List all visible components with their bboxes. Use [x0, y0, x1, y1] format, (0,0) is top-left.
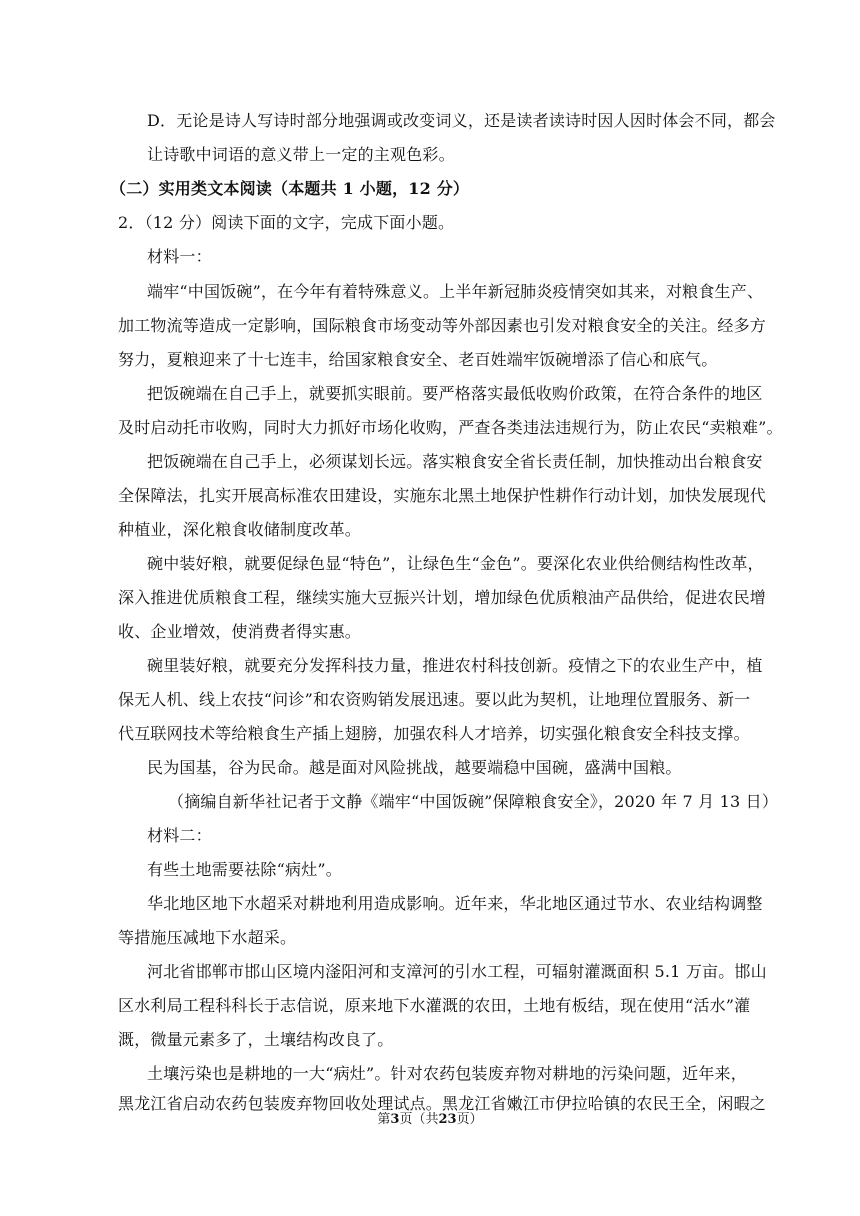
m2-paragraph-3-line-2: 区水利局工程科科长于志信说，原来地下水灌溉的农田，土地有板结，现在使用“活水”灌	[118, 996, 751, 1015]
material-2-label: 材料二：	[147, 826, 212, 845]
m2-paragraph-4-line-1: 土壤污染也是耕地的一大“病灶”。针对农药包装废弃物对耕地的污染问题，近年来，	[147, 1064, 747, 1083]
paragraph-3-line-1: 把饭碗端在自己手上，必须谋划长远。落实粮食安全省长责任制，加快推动出台粮食安	[147, 452, 763, 471]
paragraph-2-line-1: 把饭碗端在自己手上，就要抓实眼前。要严格落实最低收购价政策，在符合条件的地区	[147, 384, 763, 403]
paragraph-6: 民为国基，谷为民命。越是面对风险挑战，越要端稳中国碗，盛满中国粮。	[147, 758, 682, 777]
option-d-line-2: 让诗歌中词语的意义带上一定的主观色彩。	[147, 145, 455, 164]
paragraph-5-line-1: 碗里装好粮，就要充分发挥科技力量，推进农村科技创新。疫情之下的农业生产中，植	[147, 656, 763, 675]
footer-middle: 页（共	[399, 1112, 439, 1127]
option-d-line-1: D．无论是诗人写诗时部分地强调或改变词义，还是读者读诗时因人因时体会不同，都会	[147, 111, 776, 130]
paragraph-4-line-1: 碗中装好粮，就要促绿色显“特色”，让绿色生“金色”。要深化农业供给侧结构性改革，	[147, 554, 764, 573]
page-footer	[0, 1112, 860, 1128]
footer-prefix: 第	[377, 1112, 391, 1127]
material-1-label: 材料一：	[147, 247, 212, 266]
paragraph-5-line-3: 代互联网技术等给粮食生产插上翅膀，加强农科人才培养，切实强化粮食安全科技支撑。	[118, 724, 750, 743]
paragraph-2-line-2: 及时启动托市收购，同时大力抓好市场化收购，严查各类违法违规行为，防止农民“卖粮难”。	[118, 418, 783, 437]
m2-paragraph-4-line-2: 黑龙江省启动农药包装废弃物回收处理试点。黑龙江省嫩江市伊拉哈镇的农民王全，闲暇之	[118, 1094, 767, 1113]
paragraph-1-line-3: 努力，夏粮迎来了十七连丰，给国家粮食安全、老百姓端牢饭碗增添了信心和底气。	[118, 350, 718, 369]
paragraph-1-line-1: 端牢“中国饭碗”，在今年有着特殊意义。上半年新冠肺炎疫情突如其来，对粮食生产、	[147, 282, 764, 301]
m2-paragraph-3-line-1: 河北省邯郸市邯山区境内滏阳河和支漳河的引水工程，可辐射灌溉面积 5.1 万亩。邯山	[147, 962, 767, 981]
paragraph-4-line-2: 深入推进优质粮食工程，继续实施大豆振兴计划，增加绿色优质粮油产品供给，促进农民增	[118, 588, 767, 607]
question-2: 2．（12 分）阅读下面的文字，完成下面小题。	[118, 213, 455, 232]
source-citation: （摘编自新华社记者于文静《端牢“中国饭碗”保障粮食安全》，2020 年 7 月 13 日）	[168, 792, 779, 811]
footer-suffix: 页）	[456, 1112, 483, 1127]
section-title: （二）实用类文本阅读（本题共 1 小题，12 分）	[110, 179, 470, 198]
paragraph-3-line-3: 种植业，深化粮食收储制度改革。	[118, 520, 362, 539]
m2-paragraph-2-line-1: 华北地区地下水超采对耕地利用造成影响。近年来，华北地区通过节水、农业结构调整	[147, 894, 763, 913]
paragraph-3-line-2: 全保障法，扎实开展高标准农田建设，实施东北黑土地保护性耕作行动计划，加快发展现代	[118, 486, 767, 505]
paragraph-5-line-2: 保无人机、线上农技“问诊”和农资购销发展迅速。要以此为契机，让地理位置服务、新一	[118, 690, 751, 709]
m2-paragraph-2-line-2: 等措施压减地下水超采。	[118, 928, 297, 947]
footer-page-number: 3	[390, 1112, 400, 1127]
m2-paragraph-1: 有些土地需要祛除“病灶”。	[147, 860, 342, 879]
m2-paragraph-3-line-3: 溉，微量元素多了，土壤结构改良了。	[118, 1030, 394, 1049]
paragraph-4-line-3: 收、企业增效，使消费者得实惠。	[118, 622, 362, 641]
footer-total-pages: 23	[438, 1112, 457, 1127]
paragraph-1-line-2: 加工物流等造成一定影响，国际粮食市场变动等外部因素也引发对粮食安全的关注。经多方	[118, 316, 767, 335]
